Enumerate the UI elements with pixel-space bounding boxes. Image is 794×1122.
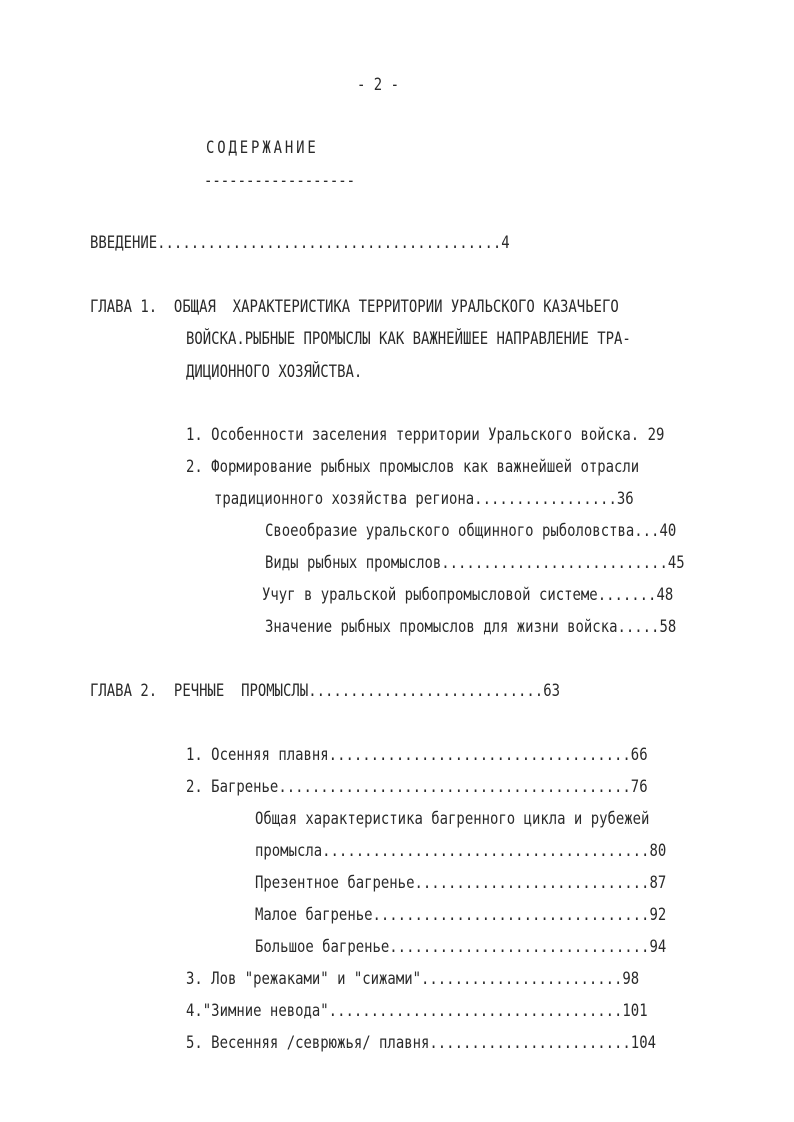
page-number: - 2 - <box>357 75 399 95</box>
toc-subentry-present-bagrenie: Презентное багренье............................87 <box>255 873 667 893</box>
toc-chapter-1-title-line-1: ГЛАВА 1. ОБЩАЯ ХАРАКТЕРИСТИКА ТЕРРИТОРИИ УРАЛЬСКОГО КАЗАЧЬЕГО <box>90 297 619 317</box>
toc-entry-2-2: 2. Багренье..........................................76 <box>186 777 648 797</box>
toc-entry-2-1: 1. Осенняя плавня....................................66 <box>186 745 648 765</box>
toc-entry-introduction: ВВЕДЕНИЕ.........................................4 <box>90 233 510 253</box>
toc-entry-2-5: 5. Весенняя /севрюжья/ плавня........................104 <box>186 1033 656 1053</box>
toc-subentry-uchug: Учуг в уральской рыбопромысловой системе.......48 <box>262 585 674 605</box>
toc-subentry-bagrenie-overview-line-1: Общая характеристика багренного цикла и рубежей <box>255 809 650 829</box>
toc-entry-1-2-line-1: 2. Формирование рыбных промыслов как важнейшей отрасли <box>186 457 640 477</box>
toc-chapter-1-title-line-2: ВОЙСКА.РЫБНЫЕ ПРОМЫСЛЫ КАК ВАЖНЕЙШЕЕ НАПРАВЛЕНИЕ ТРА- <box>186 329 631 349</box>
toc-chapter-2: ГЛАВА 2. РЕЧНЫЕ ПРОМЫСЛЫ............................63 <box>90 681 560 701</box>
toc-chapter-1-title-line-3: ДИЦИОННОГО ХОЗЯЙСТВА. <box>186 362 363 382</box>
toc-subentry-significance: Значение рыбных промыслов для жизни войска.....58 <box>265 617 677 637</box>
title-underline: ------------------ <box>204 171 356 191</box>
toc-entry-1-2-line-2: традиционного хозяйства региона.................36 <box>214 489 634 509</box>
toc-entry-1-1: 1. Особенности заселения территории Уральского войска. 29 <box>186 425 665 445</box>
toc-entry-2-3: 3. Лов "режаками" и "сижами"........................98 <box>186 969 640 989</box>
toc-subentry-big-bagrenie: Большое багренье...............................94 <box>255 937 667 957</box>
toc-subentry-communal-fishing: Своеобразие уральского общинного рыболовства...40 <box>265 521 677 541</box>
toc-entry-2-4: 4."Зимние невода"...................................101 <box>186 1001 648 1021</box>
page-title: СОДЕРЖАНИЕ <box>206 138 319 158</box>
toc-subentry-bagrenie-overview-line-2: промысла.......................................80 <box>255 841 667 861</box>
toc-subentry-small-bagrenie: Малое багренье.................................92 <box>255 905 667 925</box>
toc-subentry-fishing-types: Виды рыбных промыслов...........................45 <box>265 553 685 573</box>
